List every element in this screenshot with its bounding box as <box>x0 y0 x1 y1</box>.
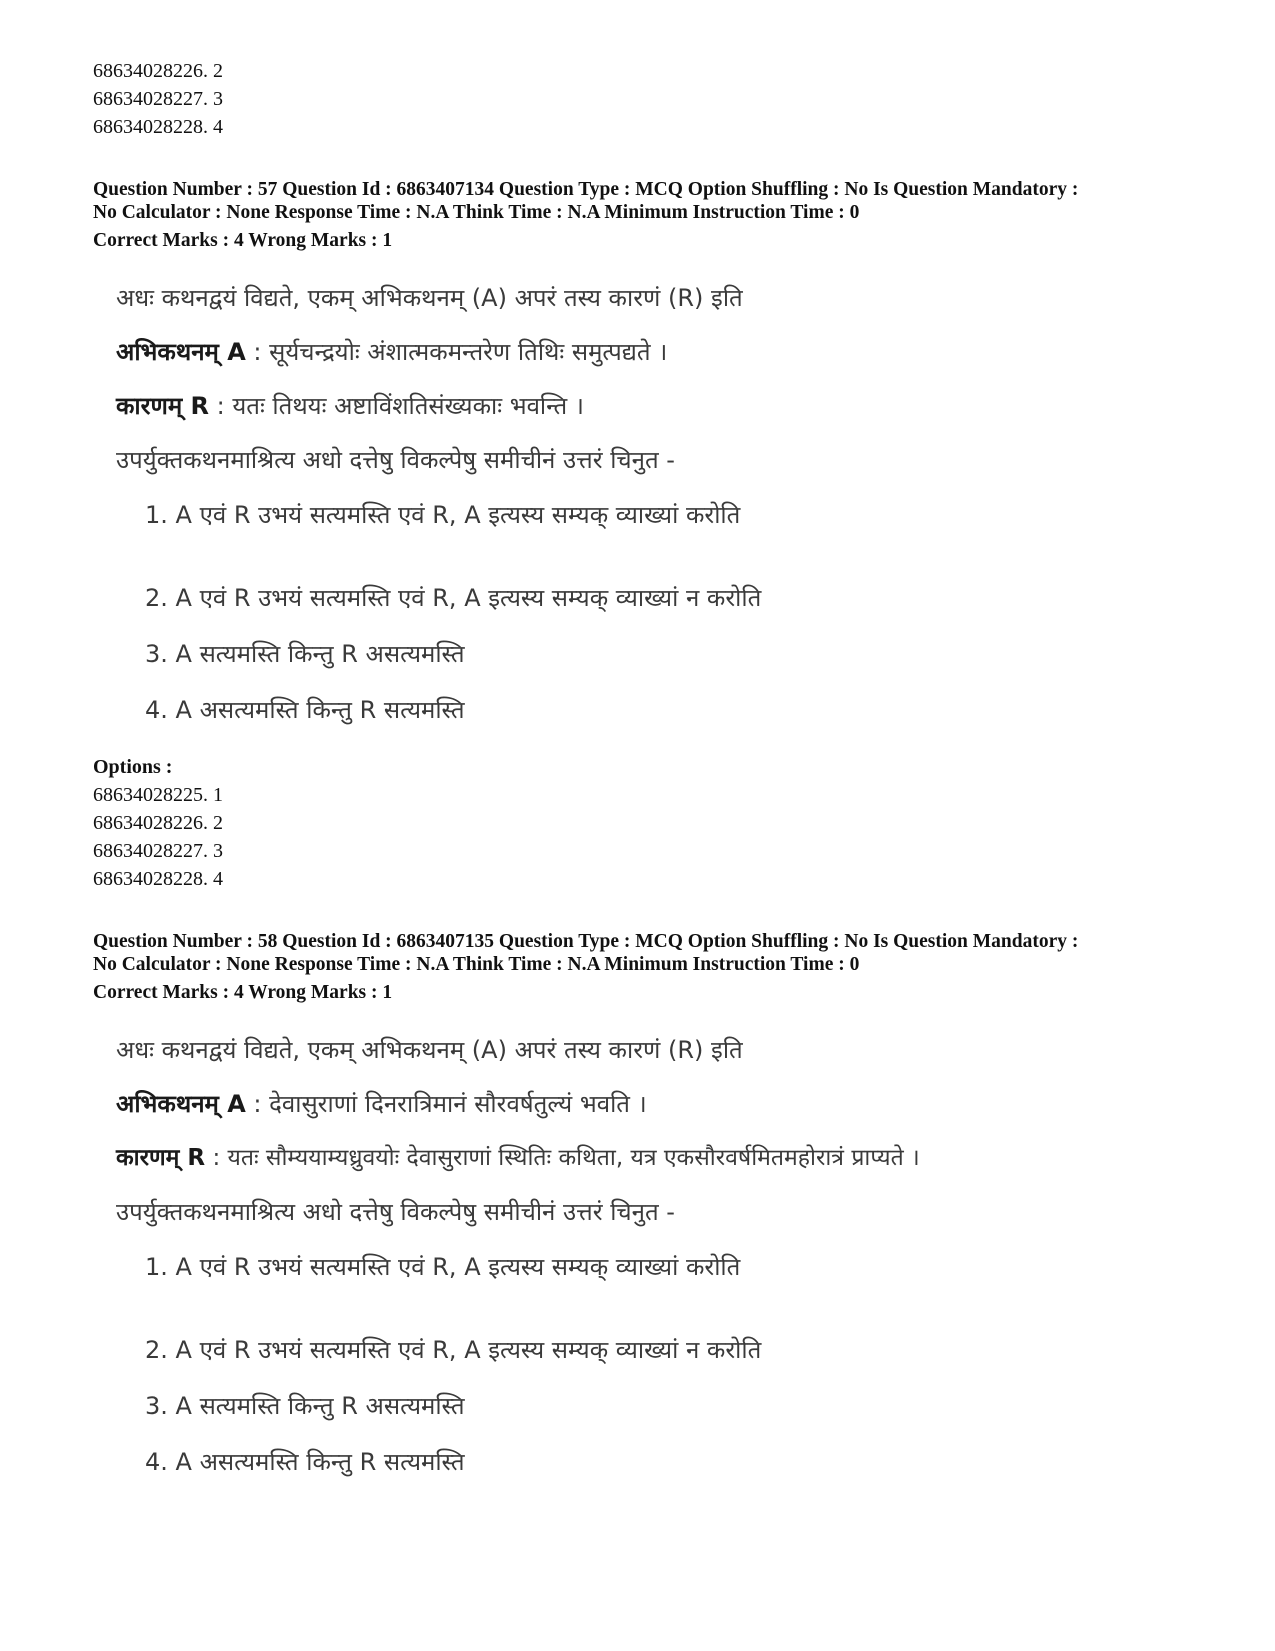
q58-meta-line2: No Calculator : None Response Time : N.A Think Time : N.A Minimum Instruction Time : 0 <box>93 954 860 975</box>
q57-assertion-text: : सूर्यचन्द्रयोः अंशात्मकमन्तरेण तिथिः समुत्पद्यते । <box>245 338 668 366</box>
q57-options-label: Options : <box>93 756 173 778</box>
option-code-line: 68634028225. 1 <box>93 784 223 806</box>
q58-reason <box>116 1142 920 1174</box>
q57-choice-2: 2. A एवं R उभयं सत्यमस्ति एवं R, A इत्यस्य सम्यक् व्याख्यां न करोति <box>145 584 762 612</box>
q58-choice-1: 1. A एवं R उभयं सत्यमस्ति एवं R, A इत्यस्य सम्यक् व्याख्यां करोति <box>145 1253 741 1281</box>
q58-choice-4: 4. A असत्यमस्ति किन्तु R सत्यमस्ति <box>145 1448 465 1476</box>
q57-choice-3: 3. A सत्यमस्ति किन्तु R असत्यमस्ति <box>145 640 465 668</box>
option-code-line: 68634028228. 4 <box>93 116 223 138</box>
q58-assertion-label: अभिकथनम् A <box>116 1090 246 1118</box>
q57-assertion-label: अभिकथनम् A <box>116 338 246 366</box>
q58-marks: Correct Marks : 4 Wrong Marks : 1 <box>93 982 393 1003</box>
q57-marks: Correct Marks : 4 Wrong Marks : 1 <box>93 230 393 251</box>
option-code-line: 68634028227. 3 <box>93 88 223 110</box>
q57-choice-1: 1. A एवं R उभयं सत्यमस्ति एवं R, A इत्यस्य सम्यक् व्याख्यां करोति <box>145 501 741 529</box>
q57-choice-4: 4. A असत्यमस्ति किन्तु R सत्यमस्ति <box>145 696 465 724</box>
q57-assertion <box>116 336 667 368</box>
q58-reason-label: कारणम् R <box>116 1145 206 1171</box>
q58-reason-text: : यतः सौम्ययाम्यध्रुवयोः देवासुराणां स्थितिः कथिता, यत्र एकसौरवर्षमितमहोरात्रं प्राप्यते । <box>205 1145 920 1171</box>
q58-intro: अधः कथनद्वयं विद्यते, एकम् अभिकथनम् (A) अपरं तस्य कारणं (R) इति <box>116 1036 743 1064</box>
option-code-line: 68634028228. 4 <box>93 868 223 890</box>
option-code-line: 68634028226. 2 <box>93 60 223 82</box>
q58-instruction: उपर्युक्तकथनमाश्रित्य अधो दत्तेषु विकल्पेषु समीचीनं उत्तरं चिनुत - <box>116 1198 675 1226</box>
q57-meta-line2: No Calculator : None Response Time : N.A Think Time : N.A Minimum Instruction Time : 0 <box>93 202 860 223</box>
option-code-line: 68634028227. 3 <box>93 840 223 862</box>
q58-choice-3: 3. A सत्यमस्ति किन्तु R असत्यमस्ति <box>145 1392 465 1420</box>
q58-choice-2: 2. A एवं R उभयं सत्यमस्ति एवं R, A इत्यस्य सम्यक् व्याख्यां न करोति <box>145 1336 762 1364</box>
q57-reason-label: कारणम् R <box>116 392 210 420</box>
q57-instruction: उपर्युक्तकथनमाश्रित्य अधो दत्तेषु विकल्पेषु समीचीनं उत्तरं चिनुत - <box>116 446 675 474</box>
q57-reason <box>116 390 584 422</box>
q57-meta-line1: Question Number : 57 Question Id : 6863407134 Question Type : MCQ Option Shuffling : No Is Question Mandatory : <box>93 179 1079 200</box>
q57-reason-text: : यतः तिथयः अष्टाविंशतिसंख्यकाः भवन्ति । <box>209 392 584 420</box>
q58-meta-line1: Question Number : 58 Question Id : 6863407135 Question Type : MCQ Option Shuffling : No Is Question Mandatory : <box>93 931 1079 952</box>
q58-assertion <box>116 1088 647 1120</box>
q57-intro: अधः कथनद्वयं विद्यते, एकम् अभिकथनम् (A) अपरं तस्य कारणं (R) इति <box>116 284 743 312</box>
option-code-line: 68634028226. 2 <box>93 812 223 834</box>
q58-assertion-text: : देवासुराणां दिनरात्रिमानं सौरवर्षतुल्यं भवति । <box>245 1090 647 1118</box>
